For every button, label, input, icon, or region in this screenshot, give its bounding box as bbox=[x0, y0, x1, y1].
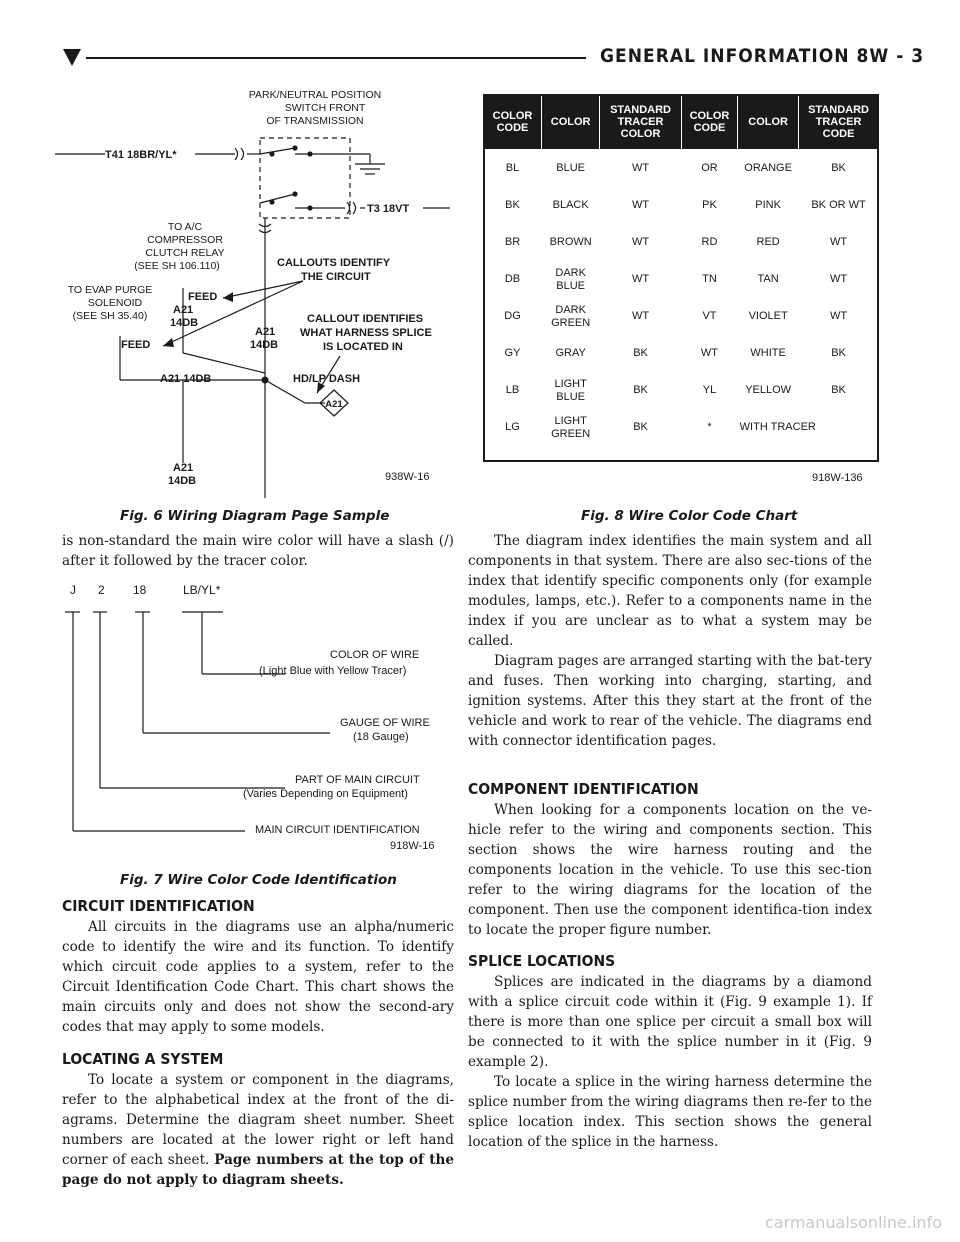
left-intro-text bbox=[62, 531, 454, 571]
splice-paragraph-2: To locate a splice in the wiring harness determine the splice number from the wiring diagrams then re-fer to the splice location index. This section shows the general location of the splice in the harness. bbox=[468, 1074, 872, 1150]
table-cell: TN bbox=[702, 273, 717, 285]
circuit-paragraph: All circuits in the diagrams use an alpha/numeric code to identify the wire and its function. To identify which circuit code applies to a system, refer to the Circuit Identification Code Chart. This chart shows the main circuits only and does not show the second-ary codes that may apply to some models. bbox=[62, 919, 454, 1035]
table-cell: BK bbox=[633, 347, 648, 359]
table-cell: LIGHT BLUE bbox=[554, 377, 587, 403]
table-cell: YL bbox=[702, 384, 717, 396]
table-cell: BLUE bbox=[556, 162, 586, 174]
a21-label-top: A21 bbox=[173, 304, 194, 316]
code-lbyl: LB/YL* bbox=[183, 583, 221, 597]
table-cell: BLACK bbox=[552, 199, 589, 211]
ac-relay-1: TO A/C bbox=[167, 221, 203, 233]
circuit-identification-text bbox=[62, 917, 454, 1037]
code-j: J bbox=[70, 583, 76, 597]
gauge-label: GAUGE OF WIRE bbox=[340, 717, 430, 729]
gauge-desc: (18 Gauge) bbox=[353, 731, 409, 743]
table-row bbox=[484, 224, 879, 261]
color-of-wire-label: COLOR OF WIRE bbox=[330, 649, 420, 661]
table-cell: BK bbox=[505, 199, 520, 211]
th-tracer-color: STANDARD TRACER COLOR bbox=[600, 95, 682, 150]
table-cell: BL bbox=[505, 162, 520, 174]
table-cell: ORANGE bbox=[744, 162, 792, 174]
table-cell: BK OR WT bbox=[811, 199, 866, 211]
fig8-color-code-table bbox=[483, 94, 879, 446]
index-paragraph-1: The diagram index identifies the main system and all components in that system. There are also sec-tions of the index that identify specific components only (for example modules, lamps, etc.). Refer to a components name in the index if you are unclear as to what a system may be called. bbox=[468, 533, 872, 649]
table-cell: WITH TRACER bbox=[739, 421, 816, 433]
locating-paragraph bbox=[62, 1070, 454, 1190]
hd-lp-dash-label: HD/LP DASH bbox=[293, 373, 361, 385]
callout-splice-2: WHAT HARNESS SPLICE bbox=[300, 327, 432, 339]
table-cell: WT bbox=[631, 310, 650, 322]
callouts-label-2: THE CIRCUIT bbox=[301, 271, 371, 283]
table-cell: BK bbox=[831, 347, 846, 359]
feed-label-top: FEED bbox=[188, 291, 218, 303]
th-color-code: COLOR CODE bbox=[484, 95, 542, 150]
heading-component-identification: COMPONENT IDENTIFICATION bbox=[468, 780, 699, 798]
table-cell: WT bbox=[829, 310, 848, 322]
table-cell: BK bbox=[633, 384, 648, 396]
component-paragraph: When looking for a components location on the ve-hicle refer to the wiring and components section. This section shows the wire harness routing and the components location in the vehicle. To use this sec-tion refer to the wiring diagrams for the location of the component. Then use the component identifica-tion index to locate the proper figure number. bbox=[468, 802, 872, 938]
table-header-row bbox=[484, 95, 879, 150]
main-id-label: MAIN CIRCUIT IDENTIFICATION bbox=[255, 824, 420, 836]
ac-relay-2: COMPRESSOR bbox=[147, 234, 223, 246]
fig7-caption: Fig. 7 Wire Color Code Identification bbox=[120, 872, 397, 888]
table-cell: RD bbox=[701, 236, 718, 248]
table-cell: WT bbox=[631, 236, 650, 248]
index-paragraph-2: Diagram pages are arranged starting with the bat-tery and fuses. Then working into charging, starting, and ignition systems. After this they start at the front of the vehicle and work to rear of the vehicle. The diagrams end with connector identification pages. bbox=[468, 653, 872, 749]
heading-circuit-identification: CIRCUIT IDENTIFICATION bbox=[62, 897, 255, 915]
code-2: 2 bbox=[98, 583, 105, 597]
table-row bbox=[484, 409, 879, 446]
right-column-text-top bbox=[468, 531, 872, 751]
table-row bbox=[484, 298, 879, 335]
fig8-code: 918W-136 bbox=[812, 472, 863, 484]
page-header-title: GENERAL INFORMATION 8W - 3 bbox=[600, 45, 925, 67]
table-cell: BK bbox=[633, 421, 648, 433]
table-cell: WT bbox=[631, 199, 650, 211]
callout-splice-3: IS LOCATED IN bbox=[323, 341, 403, 353]
ac-relay-3: CLUTCH RELAY bbox=[145, 247, 225, 259]
table-cell: LG bbox=[505, 421, 520, 433]
table-cell: WT bbox=[829, 273, 848, 285]
fig6-caption: Fig. 6 Wiring Diagram Page Sample bbox=[120, 508, 390, 524]
th-tracer-code: STANDARD TRACER CODE bbox=[799, 95, 879, 150]
table-row bbox=[484, 150, 879, 188]
fig7-wire-code-diagram bbox=[55, 578, 455, 868]
table-cell: BK bbox=[831, 162, 846, 174]
table-cell: GRAY bbox=[555, 347, 586, 359]
table-cell: LIGHT GREEN bbox=[551, 414, 591, 440]
table-cell: WT bbox=[631, 162, 650, 174]
th-color-2: COLOR bbox=[738, 95, 799, 150]
table-cell: GY bbox=[504, 347, 521, 359]
heading-locating-system: LOCATING A SYSTEM bbox=[62, 1050, 224, 1068]
th-color-code-2: COLOR CODE bbox=[681, 95, 737, 150]
park-switch-label-1: PARK/NEUTRAL POSITION bbox=[248, 89, 382, 101]
splice-paragraph-1: Splices are indicated in the diagrams by a diamond with a splice circuit code within it (Fig. 9 example 1). If there is more than one splice per circuit a small box will be connected to it with the splice number in it (Fig. 9 example 2). bbox=[468, 974, 872, 1070]
table-row bbox=[484, 187, 879, 224]
park-switch-label-2: SWITCH FRONT bbox=[284, 102, 366, 114]
table-cell: LB bbox=[505, 384, 520, 396]
color-of-wire-desc: (Light Blue with Yellow Tracer) bbox=[259, 665, 407, 677]
table-cell: WT bbox=[631, 273, 650, 285]
table-cell: BK bbox=[831, 384, 846, 396]
component-text bbox=[468, 800, 872, 940]
park-switch-label-3: OF TRANSMISSION bbox=[266, 115, 364, 127]
table-cell: VT bbox=[702, 310, 717, 322]
a21-label-mid: A21 bbox=[255, 326, 276, 338]
callouts-label-1: CALLOUTS IDENTIFY bbox=[277, 257, 391, 269]
table-cell: WT bbox=[700, 347, 719, 359]
heading-splice-locations: SPLICE LOCATIONS bbox=[468, 952, 616, 970]
table-cell: DB bbox=[504, 273, 521, 285]
table-row bbox=[484, 261, 879, 298]
table-cell: WT bbox=[829, 236, 848, 248]
fig8-caption: Fig. 8 Wire Color Code Chart bbox=[581, 508, 798, 524]
table-cell: BR bbox=[504, 236, 521, 248]
evap-3: (SEE SH 35.40) bbox=[72, 310, 148, 322]
14db-label-mid: 14DB bbox=[250, 339, 279, 351]
fig6-code: 938W-16 bbox=[385, 471, 430, 483]
table-cell: DG bbox=[504, 310, 521, 322]
14db-label-bottom: 14DB bbox=[168, 475, 197, 487]
code-18: 18 bbox=[133, 583, 147, 597]
fig7-code: 918W-16 bbox=[390, 840, 435, 852]
table-cell: TAN bbox=[757, 273, 779, 285]
fig6-wiring-diagram bbox=[55, 88, 455, 498]
table-cell: BROWN bbox=[549, 236, 592, 248]
table-cell: OR bbox=[701, 162, 718, 174]
table-row bbox=[484, 335, 879, 372]
intro-paragraph: is non-standard the main wire color will have a slash (/) after it followed by the tracer color. bbox=[62, 533, 454, 569]
table-cell: WHITE bbox=[750, 347, 786, 359]
14db-label-top: 14DB bbox=[170, 317, 199, 329]
locating-text: To locate a system or component in the diagrams, refer to the alphabetical index at the front of the di-agrams. Determine the diagram sheet number. Sheet numbers are located at the lower right or left hand corner of each sheet. bbox=[62, 1072, 454, 1168]
locating-system-text bbox=[62, 1070, 454, 1190]
table-cell: RED bbox=[756, 236, 780, 248]
evap-2: SOLENOID bbox=[87, 297, 143, 309]
ac-relay-4: (SEE SH 106.110) bbox=[134, 260, 220, 272]
table-cell: YELLOW bbox=[745, 384, 792, 396]
t41-label: T41 18BR/YL* bbox=[105, 149, 177, 161]
callout-splice-1: CALLOUT IDENTIFIES bbox=[307, 313, 424, 325]
table-cell: VIOLET bbox=[748, 310, 788, 322]
a21-14db-label: A21 14DB bbox=[160, 373, 212, 385]
header-rule bbox=[86, 57, 586, 59]
table-cell: PINK bbox=[755, 199, 781, 211]
th-color: COLOR bbox=[542, 95, 600, 150]
feed-label: FEED bbox=[121, 339, 151, 351]
part-main-label: PART OF MAIN CIRCUIT bbox=[295, 774, 420, 786]
splice-text bbox=[468, 972, 872, 1152]
triangle-marker-icon bbox=[63, 49, 81, 66]
splice-diamond-label: A21 bbox=[325, 399, 343, 410]
watermark-text: carmanualsonline.info bbox=[764, 1213, 942, 1232]
part-main-desc: (Varies Depending on Equipment) bbox=[243, 788, 408, 800]
table-cell: * bbox=[707, 421, 712, 433]
locating-bold-note: Page numbers at the top of the page do not apply to diagram sheets. bbox=[62, 1152, 454, 1188]
table-cell: DARK GREEN bbox=[551, 303, 591, 329]
a21-label-bottom: A21 bbox=[173, 462, 194, 474]
evap-1: TO EVAP PURGE bbox=[67, 284, 153, 296]
table-cell: DARK BLUE bbox=[555, 266, 586, 292]
t3-label: T3 18VT bbox=[367, 203, 410, 215]
table-cell: PK bbox=[702, 199, 717, 211]
table-row bbox=[484, 372, 879, 409]
